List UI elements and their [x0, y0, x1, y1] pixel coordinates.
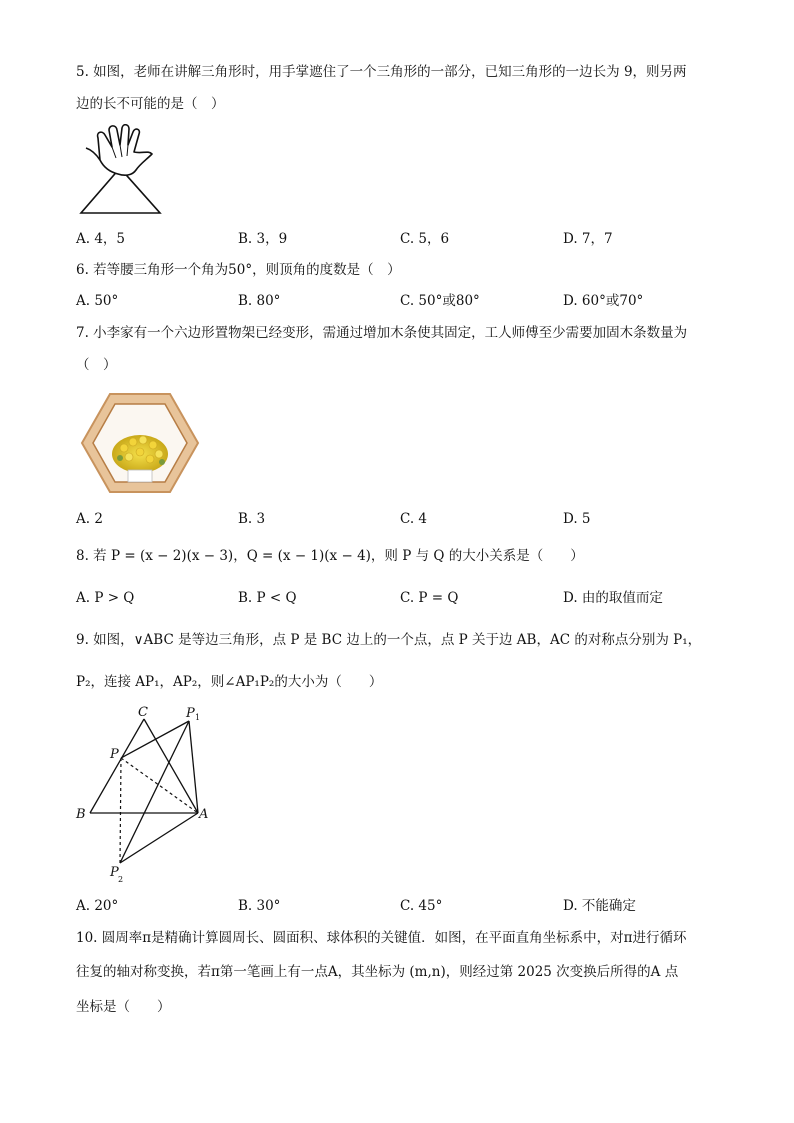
q9-option-a: A. 20° [76, 898, 119, 914]
q10-stem-line3: 坐标是（ ） [76, 999, 171, 1015]
q5-stem-line1: 5. 如图，老师在讲解三角形时，用手掌遮住了一个三角形的一部分，已知三角形的一边长为 9，则另两 [76, 64, 687, 80]
q7-stem-line1: 7. 小李家有一个六边形置物架已经变形，需通过增加木条使其固定，工人师傅至少需要加固木条数量为 [76, 325, 688, 341]
q5-option-c: C. 5，6 [400, 231, 450, 247]
q8-option-a: A. P > Q [76, 590, 135, 606]
q8-option-b: B. P < Q [238, 590, 297, 606]
q6-option-b: B. 80° [238, 293, 281, 309]
q7-option-b: B. 3 [238, 511, 266, 527]
q5-option-a: A. 4，5 [76, 231, 126, 247]
q9-option-d: D. 不能确定 [563, 898, 636, 914]
q7-stem-line2: （ ） [76, 357, 117, 373]
q9-geometry-figure [72, 700, 222, 885]
q9-option-b: B. 30° [238, 898, 281, 914]
q7-option-a: A. 2 [76, 511, 103, 527]
q5-hand-triangle-figure [76, 124, 168, 218]
q7-option-d: D. 5 [563, 511, 591, 527]
q9-stem-line1: 9. 如图，∨ABC 是等边三角形，点 P 是 BC 边上的一个点，点 P 关于边 AB，AC 的对称点分别为 P₁， [76, 632, 702, 648]
label-P: P [110, 747, 119, 762]
q6-option-c: C. 50°或80° [400, 293, 480, 309]
label-P1-sub: 1 [195, 713, 201, 722]
q7-option-c: C. 4 [400, 511, 428, 527]
q8-option-d: D. 由的取值而定 [563, 590, 663, 606]
q5-stem-line2: 边的长不可能的是（ ） [76, 96, 225, 112]
q5-option-b: B. 3，9 [238, 231, 288, 247]
q8-stem: 8. 若 P = (x − 2)(x − 3)，Q = (x − 1)(x − 4)，则 P 与 Q 的大小关系是（ ） [76, 548, 584, 564]
label-A: A [199, 807, 209, 822]
label-C: C [138, 705, 148, 720]
q9-option-c: C. 45° [400, 898, 443, 914]
label-P2-sub: 2 [118, 875, 124, 884]
q6-option-a: A. 50° [76, 293, 119, 309]
hand-icon [98, 125, 152, 175]
q10-stem-line1: 10. 圆周率π是精确计算圆周长、圆面积、球体积的关键值．如图，在平面直角坐标系中，对π进行循环 [76, 930, 687, 946]
q5-option-d: D. 7，7 [563, 231, 613, 247]
dashed-PP2 [120, 758, 121, 863]
q7-hexagon-shelf-photo [80, 392, 200, 494]
q6-option-d: D. 60°或70° [563, 293, 644, 309]
q6-stem: 6. 若等腰三角形一个角为50°，则顶角的度数是（ ） [76, 262, 401, 278]
q8-option-c: C. P = Q [400, 590, 459, 606]
label-B: B [76, 807, 86, 822]
label-P1: P [186, 706, 195, 721]
label-P2: P [110, 865, 119, 880]
segment-PP1 [121, 721, 189, 758]
dashed-PA [121, 758, 198, 813]
segment-BC [90, 719, 144, 813]
q9-stem-line2: P₂，连接 AP₁，AP₂，则∠AP₁P₂的大小为（ ） [76, 674, 383, 690]
q10-stem-line2: 往复的轴对称变换，若π第一笔画上有一点A，其坐标为 (m,n)，则经过第 2025 次变换后所得的A 点 [76, 964, 679, 980]
